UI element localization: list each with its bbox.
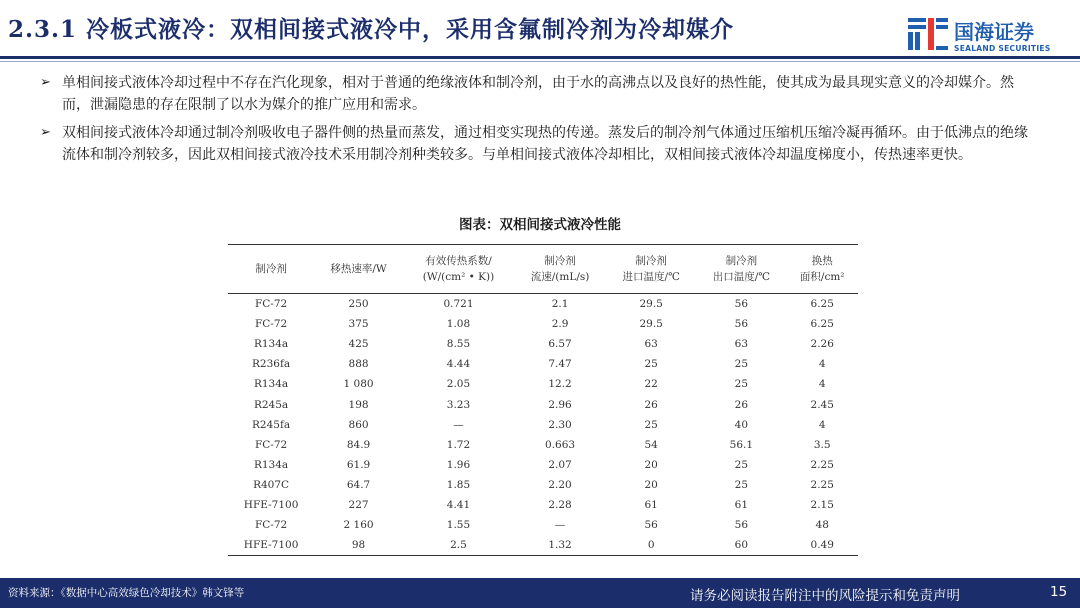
- column-header-line: (W/(cm² • K)): [422, 271, 495, 283]
- table-cell: R134a: [253, 458, 289, 471]
- title-divider-thin: [0, 61, 1080, 62]
- sealand-logo-icon: [906, 16, 950, 54]
- table-cell: 3.23: [446, 398, 471, 411]
- column-header: [403, 245, 514, 294]
- table-row: [228, 314, 858, 334]
- table-cell: FC-72: [254, 298, 288, 311]
- table-cell: 2.26: [810, 338, 834, 351]
- column-header: [314, 245, 403, 294]
- table-cell: 2.07: [548, 458, 572, 471]
- table-cell: 888: [348, 358, 369, 371]
- table-cell: 2.9: [551, 318, 569, 331]
- disclaimer-note: 请务必阅读报告附注中的风险提示和免责声明: [690, 588, 960, 604]
- table-cell: R134a: [253, 378, 289, 391]
- table-cell: 64.7: [346, 478, 371, 491]
- table-cell: 1.08: [446, 318, 471, 331]
- table-cell: 56: [734, 318, 749, 331]
- table-cell: 61.9: [346, 458, 371, 471]
- page-number: 15: [1050, 584, 1068, 600]
- table-cell: FC-72: [254, 519, 288, 532]
- table-cell: 2.1: [551, 298, 569, 311]
- table-cell: 25: [644, 358, 658, 371]
- table-cell: HFE-7100: [243, 539, 299, 552]
- table-header-row: [228, 245, 858, 294]
- column-header-line: 移热速率/W: [330, 263, 387, 275]
- column-header-line: 出口温度/℃: [712, 271, 770, 283]
- table-cell: 0.49: [810, 539, 834, 552]
- column-header-line: 制冷剂: [635, 255, 667, 267]
- table-row: [228, 535, 858, 556]
- table-cell: 1.32: [548, 539, 572, 552]
- table-cell: 1.96: [446, 458, 471, 471]
- table-cell: 1 080: [343, 378, 374, 391]
- table-cell: 22: [644, 378, 658, 391]
- table-cell: —: [554, 519, 566, 532]
- column-header: [228, 245, 314, 294]
- table-cell: 860: [348, 418, 369, 431]
- table-row: [228, 354, 858, 374]
- table-cell: 0: [647, 539, 655, 552]
- brand-name-en: SEALAND SECURITIES: [954, 44, 1051, 53]
- table-cell: 198: [348, 398, 369, 411]
- table-row: [228, 374, 858, 394]
- table-cell: 2.25: [810, 458, 834, 471]
- table-cell: 0.663: [545, 438, 576, 451]
- table-cell: 4: [818, 358, 826, 371]
- table-cell: 1.85: [446, 478, 471, 491]
- table-cell: 63: [644, 338, 658, 351]
- table-cell: 84.9: [346, 438, 371, 451]
- table-cell: 0.721: [443, 298, 474, 311]
- table-cell: 25: [734, 378, 749, 391]
- table-cell: 4.41: [446, 498, 471, 511]
- table-cell: 2.25: [810, 478, 834, 491]
- table-cell: R245fa: [252, 418, 291, 431]
- table-cell: 61: [734, 498, 749, 511]
- table-cell: 40: [734, 418, 749, 431]
- table-cell: R134a: [253, 338, 289, 351]
- arrow-bullet-icon: ➢: [40, 75, 51, 90]
- table-cell: R407C: [253, 478, 290, 491]
- table-cell: 12.2: [548, 378, 572, 391]
- table-cell: 2.30: [548, 418, 572, 431]
- table-cell: 1.72: [446, 438, 471, 451]
- column-header-line: 换热: [811, 255, 833, 267]
- column-header-line: 制冷剂: [255, 263, 287, 275]
- table-cell: 425: [348, 338, 369, 351]
- column-header-line: 面积/cm²: [799, 271, 845, 283]
- column-header-line: 流速/(mL/s): [530, 271, 590, 283]
- table-cell: 56.1: [729, 438, 754, 451]
- table-cell: 48: [815, 519, 829, 532]
- table-cell: 29.5: [639, 298, 663, 311]
- table-cell: 25: [734, 458, 749, 471]
- page-title: 2.3.1 冷板式液冷：双相间接式液冷中，采用含氟制冷剂为冷却媒介: [8, 16, 735, 43]
- table-row: [228, 475, 858, 495]
- table-cell: 60: [734, 539, 749, 552]
- table-row: [228, 495, 858, 515]
- table-cell: 98: [351, 539, 366, 552]
- column-header-line: 进口温度/℃: [622, 271, 680, 283]
- table-cell: 2.20: [548, 478, 572, 491]
- table-row: [228, 455, 858, 475]
- table-cell: FC-72: [254, 318, 288, 331]
- bullet-item: [40, 72, 1030, 116]
- column-header: [786, 245, 858, 294]
- table-cell: R245a: [253, 398, 289, 411]
- table-cell: 20: [644, 458, 658, 471]
- table-cell: 2.5: [450, 539, 467, 552]
- table-cell: 54: [644, 438, 658, 451]
- table-cell: 2 160: [343, 519, 374, 532]
- column-header-line: 有效传热系数/: [425, 255, 492, 267]
- table-cell: 6.57: [548, 338, 572, 351]
- table-cell: 2.45: [810, 398, 834, 411]
- table-cell: 6.25: [810, 298, 834, 311]
- table-cell: HFE-7100: [243, 498, 299, 511]
- table-caption: 图表：双相间接式液冷性能: [459, 217, 621, 233]
- table-cell: 2.15: [810, 498, 834, 511]
- table-cell: 26: [644, 398, 658, 411]
- table-cell: 25: [734, 478, 749, 491]
- performance-table: [228, 244, 858, 556]
- source-note: 资料来源：《数据中心高效绿色冷却技术》韩文锋等: [8, 587, 245, 599]
- table-cell: 3.5: [813, 438, 831, 451]
- table-row: [228, 515, 858, 535]
- footer-bar: [0, 578, 1080, 608]
- table-cell: FC-72: [254, 438, 288, 451]
- column-header-line: 制冷剂: [544, 255, 576, 267]
- arrow-bullet-icon: ➢: [40, 125, 51, 140]
- table-cell: 375: [348, 318, 369, 331]
- brand-name-cn: 国海证券: [954, 20, 1034, 44]
- bullet-text: 双相间接式液体冷却通过制冷剂吸收电子器件侧的热量而蒸发，通过相变实现热的传递。蒸发后的制冷剂气体通过压缩机压缩冷凝再循环。由于低沸点的绝缘流体和制冷剂较多，因此双相间接式液冷技术采用制冷剂种类较多。与单相间接式液体冷却相比，双相间接式液体冷却温度梯度小，传热速率更快。: [62, 125, 1028, 163]
- table-cell: 4: [818, 418, 826, 431]
- table-cell: 56: [644, 519, 658, 532]
- table-cell: 56: [734, 519, 749, 532]
- table-cell: 4: [818, 378, 826, 391]
- table-cell: 250: [348, 298, 369, 311]
- table-cell: 25: [734, 358, 749, 371]
- table-row: [228, 415, 858, 435]
- table-cell: 29.5: [639, 318, 663, 331]
- table-cell: 1.55: [446, 519, 471, 532]
- table-cell: 25: [644, 418, 658, 431]
- table-cell: 6.25: [810, 318, 834, 331]
- table-cell: 20: [644, 478, 658, 491]
- bullet-item: [40, 122, 1030, 166]
- table-cell: 7.47: [548, 358, 572, 371]
- table-cell: 63: [734, 338, 749, 351]
- bullet-text: 单相间接式液体冷却过程中不存在汽化现象，相对于普通的绝缘液体和制冷剂，由于水的高沸点以及良好的热性能，使其成为最具现实意义的冷却媒介。然而，泄漏隐患的存在限制了以水为媒介的推广应用和需求。: [62, 75, 1014, 113]
- table-cell: 227: [348, 498, 369, 511]
- brand-logo: [906, 14, 1076, 58]
- table-cell: R236fa: [252, 358, 291, 371]
- table-row: [228, 435, 858, 455]
- column-header: [514, 245, 606, 294]
- table-row: [228, 294, 858, 315]
- table-cell: 2.28: [548, 498, 572, 511]
- table-cell: —: [453, 418, 464, 431]
- table-cell: 4.44: [446, 358, 471, 371]
- table-cell: 8.55: [446, 338, 471, 351]
- column-header-line: 制冷剂: [725, 255, 758, 267]
- bullet-list: [40, 72, 1030, 172]
- column-header: [696, 245, 786, 294]
- column-header: [606, 245, 696, 294]
- table-row: [228, 394, 858, 414]
- table-cell: 26: [734, 398, 749, 411]
- table-cell: 2.05: [446, 378, 471, 391]
- table-cell: 61: [644, 498, 658, 511]
- table-cell: 2.96: [548, 398, 572, 411]
- table-row: [228, 334, 858, 354]
- title-divider: [0, 56, 1080, 59]
- table-cell: 56: [734, 298, 749, 311]
